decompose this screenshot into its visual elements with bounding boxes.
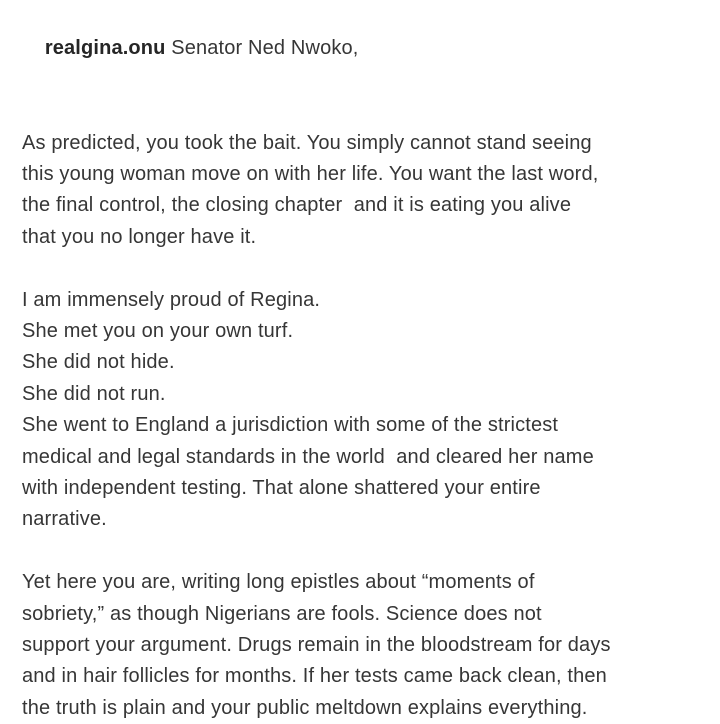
- caption-line: and in hair follicles for months. If her tests came back clean, then: [22, 665, 607, 688]
- caption-line: sobriety,” as though Nigerians are fools. Science does not: [22, 602, 542, 625]
- caption-line: the final control, the closing chapter and it is eating you alive: [22, 194, 572, 217]
- caption-line: that you no longer have it.: [22, 225, 257, 248]
- caption-line: She did not run.: [22, 382, 166, 405]
- caption-header-text: Senator Ned Nwoko,: [165, 37, 359, 60]
- caption-line: the truth is plain and your public meltdown explains everything.: [22, 696, 588, 719]
- caption-line: support your argument. Drugs remain in the bloodstream for days: [22, 634, 611, 657]
- caption-line: narrative.: [22, 508, 107, 531]
- caption-line: medical and legal standards in the world and cleared her name: [22, 445, 594, 468]
- caption-line: this young woman move on with her life. You want the last word,: [22, 163, 599, 186]
- caption-line: She did not hide.: [22, 351, 175, 374]
- caption-header-line: [22, 2, 706, 96]
- caption-line: She met you on your own turf.: [22, 320, 294, 343]
- caption-line: with independent testing. That alone shattered your entire: [22, 477, 541, 500]
- caption-paragraph-2: [22, 285, 706, 536]
- caption-line: I am immensely proud of Regina.: [22, 288, 321, 311]
- caption-paragraph-3: [22, 567, 706, 724]
- caption-line: She went to England a jurisdiction with some of the strictest: [22, 414, 559, 437]
- caption-line: Yet here you are, writing long epistles about “moments of: [22, 571, 535, 594]
- caption-line: As predicted, you took the bait. You simply cannot stand seeing: [22, 131, 592, 154]
- username-link[interactable]: realgina.onu: [44, 37, 166, 60]
- caption-paragraph-1: [22, 128, 706, 254]
